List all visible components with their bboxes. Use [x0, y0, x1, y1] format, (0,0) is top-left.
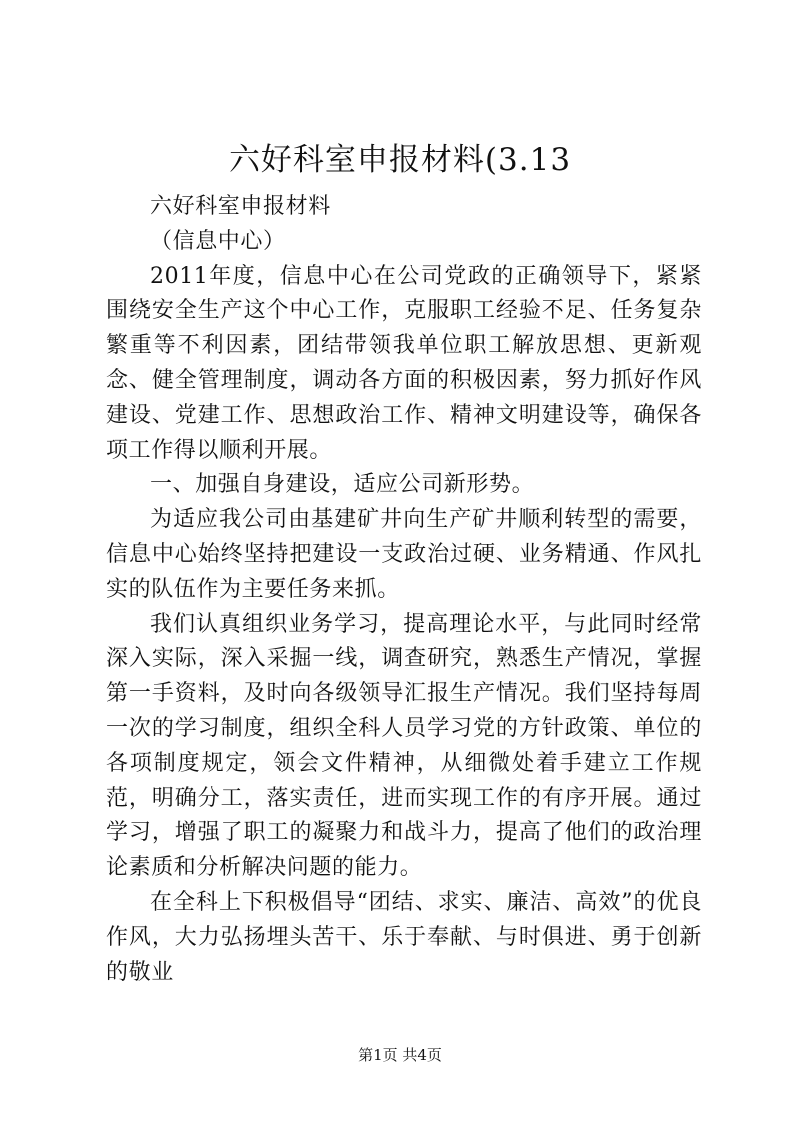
paragraph-study: 我们认真组织业务学习，提高理论水平，与此同时经常深入实际，深入采掘一线，调查研究，熟悉生产情况，掌握第一手资料，及时向各级领导汇报生产情况。我们坚持每周一次的学习制度，组织全科人员学习党的方针政策、单位的各项制度规定，领会文件精神，从细微处着手建立工作规范，明确分工，落实责任，进而实现工作的有序开展。通过学习，增强了职工的凝聚力和战斗力，提高了他们的政治理论素质和分析解决问题的能力。	[106, 611, 702, 881]
paragraph-intro: 2011年度，信息中心在公司党政的正确领导下，紧紧围绕安全生产这个中心工作，克服职工经验不足、任务复杂繁重等不利因素，团结带领我单位职工解放思想、更新观念、健全管理制度，调动各方面的积极因素，努力抓好作风建设、党建工作、思想政治工作、精神文明建设等，确保各项工作得以顺利开展。	[106, 263, 702, 463]
paragraph-transition: 为适应我公司由基建矿井向生产矿井顺利转型的需要，信息中心始终坚持把建设一支政治过硬、业务精通、作风扎实的队伍作为主要任务来抓。	[106, 507, 702, 602]
paragraph-style: 在全科上下积极倡导“团结、求实、廉洁、高效”的优良作风，大力弘扬埋头苦干、乐于奉献、与时俱进、勇于创新的敬业	[106, 889, 702, 985]
document-title: 六好科室申报材料(3.13	[228, 142, 572, 178]
page-footer: 第1页 共4页	[358, 1046, 442, 1064]
document-body	[106, 190, 702, 990]
section-heading: 一、加强自身建设，适应公司新形势。	[150, 472, 535, 498]
department-line: （信息中心）	[150, 228, 286, 254]
subtitle-line: 六好科室申报材料	[150, 194, 331, 219]
